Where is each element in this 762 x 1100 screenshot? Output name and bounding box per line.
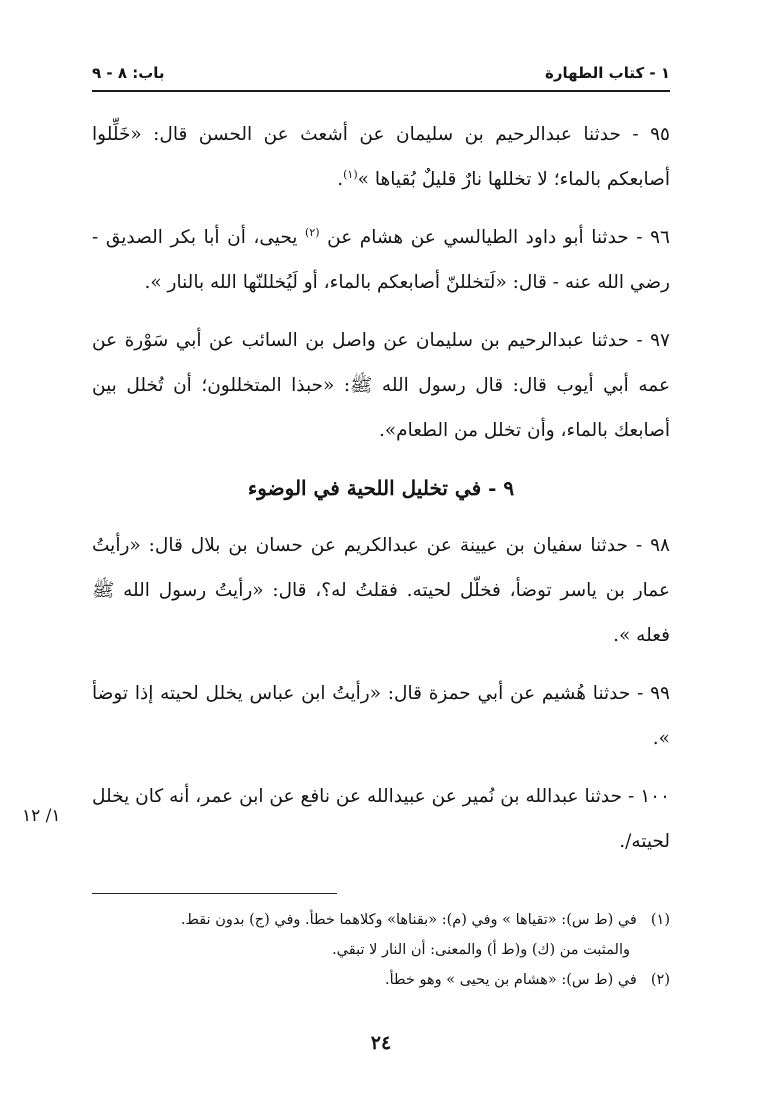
hadith-96 (92, 215, 670, 305)
hadith-95-end: . (337, 169, 344, 190)
hadith-97-text: ٩٧ - حدثنا عبدالرحيم بن سليمان عن واصل بن السائب عن أبي سَوْرة عن عمه أبي أيوب قال: قال رسول الله ﷺ: «حبذا المتخللون؛ أن تُخلل بين أصابعك بالماء، وأن تخلل من الطعام». (92, 330, 670, 441)
main-text (92, 112, 670, 877)
book-title: ١ - كتاب الطهارة (544, 64, 670, 82)
footnote-1-text: في (ط س): «تقياها » وفي (م): «بقناها» وكلاهما خطأ. وفي (ج) بدون نقط. (180, 912, 637, 928)
footnote-1-continued (92, 935, 670, 965)
page-number: ٢٤ (370, 1032, 392, 1054)
footnote-ref-1: (١) (343, 167, 358, 181)
hadith-95 (92, 112, 670, 202)
footnote-2 (92, 965, 670, 995)
manuscript-page-marker: ١/ ١٢ (22, 806, 61, 826)
section-heading: ٩ - في تخليل اللحية في الوضوء (247, 476, 515, 500)
hadith-98: ٩٨ - حدثنا سفيان بن عيينة عن عبدالكريم عن حسان بن بلال قال: «رأيتُ عمار بن ياسر توضأ، فخلّل لحيته. فقلتُ له؟، قال: «رأيتُ رسول الله ﷺ فعله ». (92, 535, 670, 646)
footnote-1 (92, 905, 670, 935)
hadith-96-text-start: ٩٦ - حدثنا أبو داود الطيالسي عن هشام عن (327, 227, 670, 248)
footnotes (92, 905, 670, 995)
hadith-97 (92, 318, 670, 453)
running-header (92, 54, 670, 92)
footnote-2-number: (٢) (650, 972, 670, 988)
footnote-divider (92, 893, 337, 894)
hadith-95-text: ٩٥ - حدثنا عبدالرحيم بن سليمان عن أشعث عن الحسن قال: «خَلِّلوا أصابعكم بالماء؛ لا تخللها نارٌ قليلٌ بُقياها » (92, 124, 670, 190)
chapter-range: باب: ٨ - ٩ (92, 64, 165, 82)
footnote-1-number: (١) (650, 912, 670, 928)
hadith-100: ١٠٠ - حدثنا عبدالله بن نُمير عن عبيدالله عن نافع عن ابن عمر، أنه كان يخلل لحيته/. (92, 786, 670, 852)
footnote-1-continued-text: والمثبت من (ك) و(ط أ) والمعنى: أن النار لا تبقي. (332, 942, 630, 958)
footnote-ref-2: (٢) (305, 225, 320, 239)
hadith-99: ٩٩ - حدثنا هُشيم عن أبي حمزة قال: «رأيتُ ابن عباس يخلل لحيته إذا توضأ ». (92, 683, 670, 749)
hadith-96-text-end: يحيى، أن أبا بكر الصديق - رضي الله عنه - قال: «لَتخللنّ أصابعكم بالماء، أو لَيُخللنّها الله بالنار ». (92, 227, 670, 293)
footnote-2-text: في (ط س): «هشام بن يحيى » وهو خطأ. (384, 972, 637, 988)
